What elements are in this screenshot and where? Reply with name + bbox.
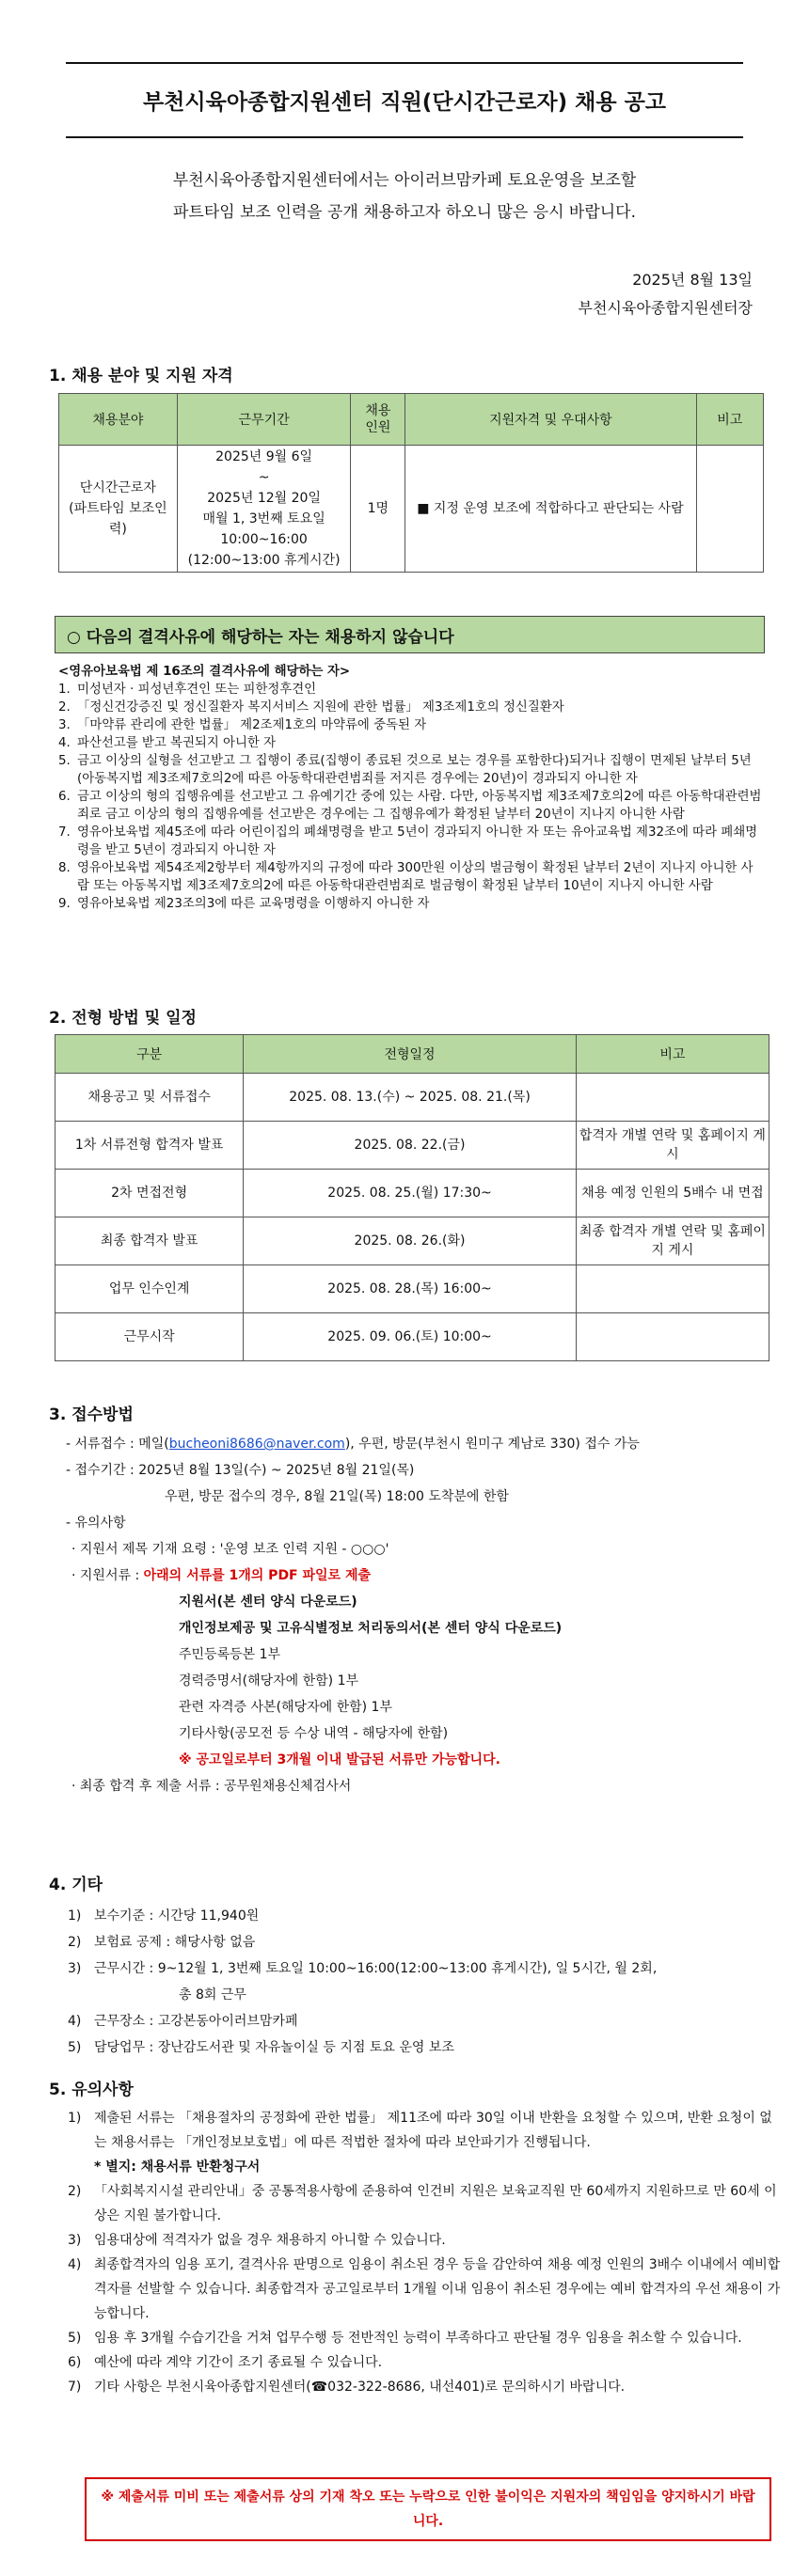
- issue-info: [0, 266, 753, 322]
- stage-cell: 업무 인수인계: [56, 1265, 244, 1313]
- disqualification-notice: ○ 다음의 결격사유에 해당하는 자는 채용하지 않습니다: [55, 616, 765, 653]
- table-row: [56, 1074, 769, 1122]
- date-cell: 2025. 09. 06.(토) 10:00~: [244, 1313, 577, 1361]
- date-cell: 2025. 08. 28.(목) 16:00~: [244, 1265, 577, 1313]
- period-line: ~: [258, 470, 270, 485]
- list-item: 5) 담당업무 : 장난감도서관 및 자유놀이실 등 지점 토요 운영 보조: [68, 2034, 783, 2061]
- item-text: 파산선고를 받고 복권되지 아니한 자: [77, 736, 277, 750]
- item-text: 미성년자 · 피성년후견인 또는 피한정후견인: [77, 683, 317, 697]
- item-continuation: 총 8회 근무: [179, 1987, 246, 2003]
- application-method: [66, 1431, 781, 1799]
- period-note: 우편, 방문 접수의 경우, 8월 21일(목) 18:00 도착분에 한함: [165, 1489, 509, 1504]
- note-cell: [576, 1313, 769, 1361]
- title-format: · 지원서 제목 기재 요령 : '운영 보조 인력 지원 - ○○○': [71, 1542, 389, 1557]
- document-item: 경력증명서(해당자에 한함) 1부: [179, 1673, 359, 1689]
- note-cell: 최종 합격자 개별 연락 및 홈페이지 게시: [576, 1217, 769, 1265]
- list-item: 3) 근무시간 : 9~12월 1, 3번째 토요일 10:00~16:00(12:00~13:00 휴게시간), 일 5시간, 월 2회,: [68, 1956, 783, 1982]
- item-text: 보험료 공제 : 해당사항 없음: [94, 1935, 256, 1950]
- note-cell: [576, 1265, 769, 1313]
- list-item: 3. 「마약류 관리에 관한 법률」 제2조제1호의 마약류에 중독된 자: [58, 716, 764, 734]
- final-documents: · 최종 합격 후 제출 서류 : 공무원채용신체검사서: [71, 1779, 352, 1794]
- text: ), 우편, 방문(부천시 원미구 계남로 330) 접수 가능: [344, 1437, 640, 1452]
- caution-label: - 유의사항: [66, 1516, 126, 1531]
- warning-box: ※ 제출서류 미비 또는 제출서류 상의 기재 착오 또는 누락으로 인한 불이익은 지원자의 책임임을 양지하시기 바랍니다.: [85, 2477, 771, 2541]
- date-cell: 2025. 08. 22.(금): [244, 1122, 577, 1170]
- note-cell: [696, 446, 763, 573]
- col-header: 구분: [56, 1035, 244, 1074]
- item-text: 금고 이상의 실형을 선고받고 그 집행이 종료(집행이 종료된 것으로 보는 경우를 포함한다)되거나 집행이 면제된 날부터 5년(아동복지법 제3조제7호의2에 따른 아동학대관련범죄를 저지른 경우에는 20년)이 경과되지 아니한 자: [77, 754, 752, 786]
- section1-heading: 1. 채용 분야 및 지원 자격: [49, 367, 233, 385]
- schedule-table: [55, 1034, 769, 1361]
- item-text: 보수기준 : 시간당 11,940원: [94, 1908, 260, 1924]
- list-item: 5) 임용 후 3개월 수습기간을 거쳐 업무수행 등 전반적인 능력이 부족하다고 판단될 경우 임용을 취소할 수 있습니다.: [68, 2326, 783, 2350]
- intro-text: [0, 165, 809, 228]
- recruitment-table: [58, 393, 764, 573]
- list-item: 2) 「사회복지시설 관리안내」중 공통적용사항에 준용하여 인건비 지원은 보육교직원 만 60세까지 지원하므로 만 60세 이상은 지원 불가합니다.: [68, 2179, 783, 2228]
- text: · 지원서류 :: [71, 1568, 144, 1583]
- period-line: 매월 1, 3번째 토요일: [202, 511, 325, 526]
- col-header: 근무기간: [177, 394, 351, 446]
- list-item: 4. 파산선고를 받고 복권되지 아니한 자: [58, 734, 764, 752]
- section3-heading: 3. 접수방법: [49, 1406, 134, 1424]
- col-header: 비고: [576, 1035, 769, 1074]
- document-item: 기타사항(공모전 등 수상 내역 - 해당자에 한함): [179, 1726, 449, 1741]
- item-text: 영유아보육법 제54조제2항부터 제4항까지의 규정에 따라 300만원 이상의 벌금형이 확정된 날부터 2년이 지나지 아니한 사람 또는 아동복지법 제3조제7호의2에 따른 아동학대관련범죄로 벌금형이 확정된 날부터 10년이 지나지 아니한 사람: [77, 861, 753, 893]
- date-cell: 2025. 08. 25.(월) 17:30~: [244, 1170, 577, 1217]
- table-row: [56, 1217, 769, 1265]
- stage-cell: 근무시작: [56, 1313, 244, 1361]
- list-item: 7. 영유아보육법 제45조에 따라 어린이집의 폐쇄명령을 받고 5년이 경과되지 아니한 자 또는 유아교육법 제32조에 따라 폐쇄명령을 받고 5년이 경과되지 아니한 자: [58, 824, 764, 859]
- item-text: 임용대상에 적격자가 없을 경우 채용하지 아니할 수 있습니다.: [94, 2233, 446, 2248]
- text: - 서류접수 : 메일(: [66, 1437, 169, 1452]
- col-header: 채용분야: [59, 394, 178, 446]
- col-header: 채용 인원: [351, 394, 405, 446]
- list-item: 5. 금고 이상의 실형을 선고받고 그 집행이 종료(집행이 종료된 것으로 보는 경우를 포함한다)되거나 집행이 면제된 날부터 5년(아동복지법 제3조제7호의2에 따른 아동학대관련범죄를 저지른 경우에는 20년)이 경과되지 아니한 자: [58, 752, 764, 788]
- disqualification-list: [58, 663, 764, 913]
- item-text: 「사회복지시설 관리안내」중 공통적용사항에 준용하여 인건비 지원은 보육교직원 만 60세까지 지원하므로 만 60세 이상은 지원 불가합니다.: [94, 2184, 777, 2223]
- item-text: 제출된 서류는 「채용절차의 공정화에 관한 법률」 제11조에 따라 30일 이내 반환을 요청할 수 있으며, 반환 요청이 없는 채용서류는 「개인정보보호법」에 따른 적법한 절차에 따라 보안파기가 진행됩니다.: [94, 2111, 772, 2150]
- qualification-cell: ■ 지정 운영 보조에 적합하다고 판단되는 사람: [405, 446, 696, 573]
- note-cell: 채용 예정 인원의 5배수 내 면접: [576, 1170, 769, 1217]
- field-line: (파트타임 보조인력): [69, 501, 167, 537]
- list-item: 2) 보험료 공제 : 해당사항 없음: [68, 1929, 783, 1956]
- date-cell: 2025. 08. 13.(수) ~ 2025. 08. 21.(목): [244, 1074, 577, 1122]
- email-link[interactable]: bucheoni8686@naver.com: [168, 1437, 345, 1452]
- intro-line: 파트타임 보조 인력을 공개 채용하고자 하오니 많은 응시 바랍니다.: [172, 203, 637, 222]
- list-item: 1) 보수기준 : 시간당 11,940원: [68, 1903, 783, 1929]
- table-row: [56, 1265, 769, 1313]
- date-cell: 2025. 08. 26.(화): [244, 1217, 577, 1265]
- list-item: 6) 예산에 따라 계약 기간이 조기 종료될 수 있습니다.: [68, 2350, 783, 2375]
- item-text: 근무시간 : 9~12월 1, 3번째 토요일 10:00~16:00(12:00~13:00 휴게시간), 일 5시간, 월 2회,: [94, 1961, 658, 1976]
- documents-note: ※ 공고일로부터 3개월 이내 발급된 서류만 가능합니다.: [179, 1752, 500, 1767]
- item-text: 기타 사항은 부천시육아종합지원센터(☎032-322-8686, 내선401)로 문의하시기 바랍니다.: [94, 2380, 626, 2395]
- notice-title: 부천시육아종합지원센터 직원(단시간근로자) 채용 공고: [66, 62, 743, 138]
- submission-line: [66, 1431, 781, 1457]
- document-item: 지원서(본 센터 양식 다운로드): [179, 1594, 357, 1610]
- item-text: 「마약류 관리에 관한 법률」 제2조제1호의 마약류에 중독된 자: [77, 718, 427, 732]
- documents-line: [66, 1563, 781, 1589]
- item-text: 최종합격자의 임용 포기, 결격사유 판명으로 임용이 취소된 경우 등을 감안하여 채용 예정 인원의 3배수 이내에서 예비합격자를 선발할 수 있습니다. 최종합격자 공고일로부터 1개월 이내 임용이 취소된 경우에는 예비 합격자의 우선 채용이 가능합니다.: [94, 2257, 781, 2321]
- stage-cell: 채용공고 및 서류접수: [56, 1074, 244, 1122]
- item-text: 「정신건강증진 및 정신질환자 복지서비스 지원에 관한 법률」 제3조제1호의 정신질환자: [77, 700, 564, 715]
- section5-heading: 5. 유의사항: [49, 2081, 134, 2099]
- col-header: 전형일정: [244, 1035, 577, 1074]
- col-header: 비고: [696, 394, 763, 446]
- item-text: 영유아보육법 제23조의3에 따른 교육명령을 이행하지 아니한 자: [77, 897, 430, 911]
- list-item: 2. 「정신건강증진 및 정신질환자 복지서비스 지원에 관한 법률」 제3조제1호의 정신질환자: [58, 699, 764, 716]
- precautions: [68, 2106, 783, 2399]
- section2-heading: 2. 전형 방법 및 일정: [49, 1009, 197, 1028]
- field-line: 단시간근로자: [79, 480, 156, 495]
- item-text: 임용 후 3개월 수습기간을 거쳐 업무수행 등 전반적인 능력이 부족하다고 판단될 경우 임용을 취소할 수 있습니다.: [94, 2331, 742, 2346]
- document-item: 개인정보제공 및 고유식별정보 처리동의서(본 센터 양식 다운로드): [179, 1621, 563, 1636]
- document-list: [66, 1589, 781, 1773]
- list-item: 8. 영유아보육법 제54조제2항부터 제4항까지의 규정에 따라 300만원 이상의 벌금형이 확정된 날부터 2년이 지나지 아니한 사람 또는 아동복지법 제3조제7호의2에 따른 아동학대관련범죄로 벌금형이 확정된 날부터 10년이 지나지 아니한 사람: [58, 859, 764, 895]
- col-header: 지원자격 및 우대사항: [405, 394, 696, 446]
- table-row: [56, 1122, 769, 1170]
- issuer: 부천시육아종합지원센터장: [578, 299, 753, 317]
- stage-cell: 2차 면접전형: [56, 1170, 244, 1217]
- table-row: [56, 1313, 769, 1361]
- list-item: 1) 제출된 서류는 「채용절차의 공정화에 관한 법률」 제11조에 따라 30일 이내 반환을 요청할 수 있으며, 반환 요청이 없는 채용서류는 「개인정보보호법」에 따른 적법한 절차에 따라 보안파기가 진행됩니다.: [68, 2106, 783, 2155]
- period-line: - 접수기간 : 2025년 8월 13일(수) ~ 2025년 8월 21일(목): [66, 1463, 415, 1478]
- note-cell: [576, 1074, 769, 1122]
- document-item: 주민등록등본 1부: [179, 1647, 281, 1662]
- item-note: * 별지: 채용서류 반환청구서: [94, 2160, 261, 2175]
- list-item: 3) 임용대상에 적격자가 없을 경우 채용하지 아니할 수 있습니다.: [68, 2228, 783, 2253]
- list-item: 4) 최종합격자의 임용 포기, 결격사유 판명으로 임용이 취소된 경우 등을 감안하여 채용 예정 인원의 3배수 이내에서 예비합격자를 선발할 수 있습니다. 최종합격자 공고일로부터 1개월 이내 임용이 취소된 경우에는 예비 합격자의 우선 채용이 가능합니다.: [68, 2253, 783, 2326]
- list-item: 4) 근무장소 : 고강본동아이러브맘카페: [68, 2008, 783, 2034]
- period-cell: [177, 446, 351, 573]
- list-item: 6. 금고 이상의 형의 집행유예를 선고받고 그 유예기간 중에 있는 사람. 다만, 아동복지법 제3조제7호의2에 따른 아동학대관련범죄로 금고 이상의 형의 집행유예를 선고받은 경우에는 그 집행유예가 확정된 날부터 20년이 지나지 아니한 사람: [58, 788, 764, 824]
- table-row: [56, 1170, 769, 1217]
- list-item: 9. 영유아보육법 제23조의3에 따른 교육명령을 이행하지 아니한 자: [58, 895, 764, 913]
- section4-heading: 4. 기타: [49, 1876, 103, 1894]
- note-cell: 합격자 개별 연락 및 홈페이지 게시: [576, 1122, 769, 1170]
- item-text: 근무장소 : 고강본동아이러브맘카페: [94, 2014, 298, 2029]
- field-cell: [59, 446, 178, 573]
- intro-line: 부천시육아종합지원센터에서는 아이러브맘카페 토요운영을 보조할: [172, 171, 637, 190]
- stage-cell: 1차 서류전형 합격자 발표: [56, 1122, 244, 1170]
- period-line: 2025년 9월 6일: [215, 449, 313, 464]
- item-text: 금고 이상의 형의 집행유예를 선고받고 그 유예기간 중에 있는 사람. 다만, 아동복지법 제3조제7호의2에 따른 아동학대관련범죄로 금고 이상의 형의 집행유예를 선고받은 경우에는 그 집행유예가 확정된 날부터 20년이 지나지 아니한 사람: [77, 790, 762, 822]
- item-text: 영유아보육법 제45조에 따라 어린이집의 폐쇄명령을 받고 5년이 경과되지 아니한 자 또는 유아교육법 제32조에 따라 폐쇄명령을 받고 5년이 경과되지 아니한 자: [77, 825, 758, 857]
- list-item: 1. 미성년자 · 피성년후견인 또는 피한정후견인: [58, 681, 764, 699]
- item-text: 예산에 따라 계약 기간이 조기 종료될 수 있습니다.: [94, 2355, 383, 2370]
- document-item: 관련 자격증 사본(해당자에 한함) 1부: [179, 1700, 392, 1715]
- list-item: 7) 기타 사항은 부천시육아종합지원센터(☎032-322-8686, 내선401)로 문의하시기 바랍니다.: [68, 2375, 783, 2399]
- issue-date: 2025년 8월 13일: [632, 271, 753, 289]
- period-line: (12:00~13:00 휴게시간): [187, 553, 341, 568]
- pdf-instruction: 아래의 서류를 1개의 PDF 파일로 제출: [143, 1568, 371, 1583]
- list-header: <영유아보육법 제 16조의 결격사유에 해당하는 자>: [58, 665, 351, 679]
- other-info: [68, 1903, 783, 2061]
- period-line: 2025년 12월 20일: [207, 491, 321, 506]
- count-cell: 1명: [351, 446, 405, 573]
- stage-cell: 최종 합격자 발표: [56, 1217, 244, 1265]
- period-line: 10:00~16:00: [220, 532, 308, 547]
- item-text: 담당업무 : 장난감도서관 및 자유놀이실 등 지점 토요 운영 보조: [94, 2040, 454, 2055]
